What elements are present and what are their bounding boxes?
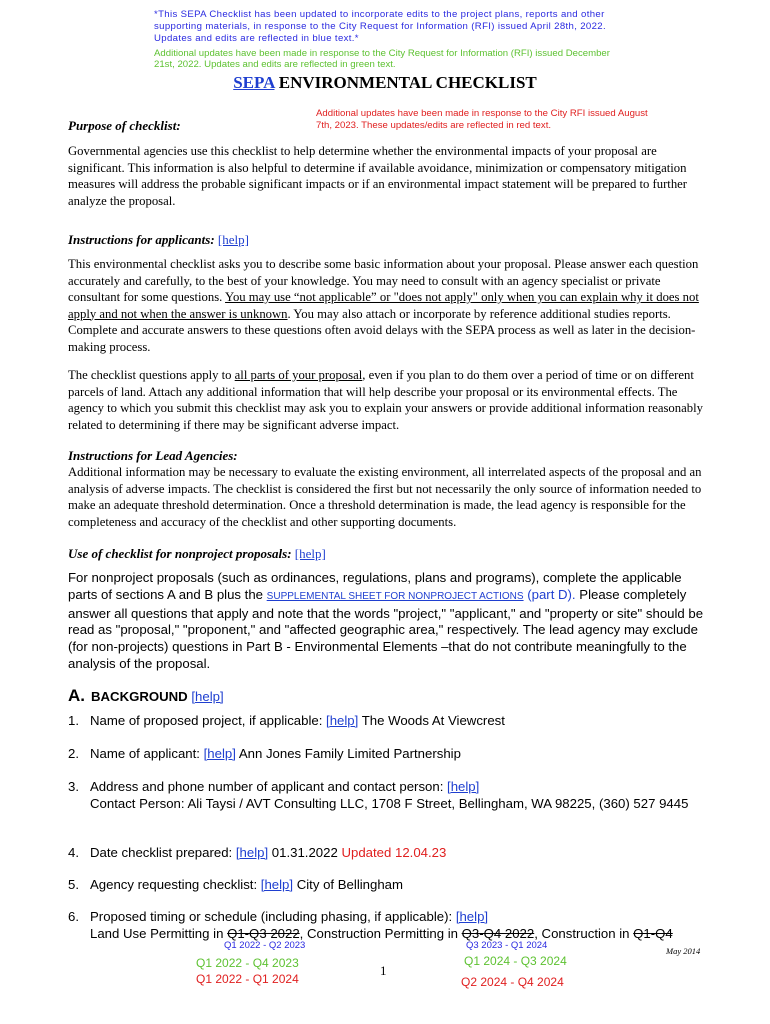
sepa-link[interactable]: SEPA — [233, 73, 275, 92]
section-a-title: BACKGROUND — [91, 689, 188, 704]
section-a-help-link[interactable]: [help] — [191, 689, 224, 704]
applicants-p1-text-end: . You may also attach or incorporate by reference additional studies reports. Complete and accurate answers to these questions often avoid delays with the SEPA process as well as later in the decision-making process. — [68, 306, 696, 354]
item-4-number: 4. — [68, 845, 79, 860]
item-6-text-c: , Construction in — [534, 925, 634, 941]
item-1-answer: The Woods At Viewcrest — [358, 713, 505, 728]
item-3 — [68, 779, 708, 813]
item-5-help-link[interactable]: [help] — [260, 877, 294, 892]
item-1-label: Name of proposed project, if applicable: — [90, 713, 327, 728]
item-6-text-b: , Construction Permitting in — [299, 925, 462, 941]
applicants-heading: Instructions for applicants — [68, 232, 211, 247]
green-update-notice: Additional updates have been made in response to the City Request for Information (RFI) issued December 21st, 2022. Updates and edits are reflected in green text. — [154, 48, 610, 70]
title-rest: ENVIRONMENTAL CHECKLIST — [274, 73, 537, 92]
lead-body: Additional information may be necessary to evaluate the existing environment, all interrelated aspects of the proposal and an analysis of adverse impacts. The checklist is considered the first but not necessarily the only source of information needed to make an adequate threshold determination. Once a threshold determination is made, the lead agency is responsible for the completeness and accuracy of the checklist and other supporting documents. — [68, 465, 702, 529]
part-d-text: (part D). — [523, 586, 576, 602]
section-a-heading — [68, 686, 224, 706]
item-2-label: Name of applicant: — [90, 746, 204, 761]
item-5-label: Agency requesting checklist: — [90, 877, 261, 892]
item-5-answer: City of Bellingham — [293, 877, 404, 892]
nonproject-heading-row — [68, 546, 326, 562]
item-3-label: Address and phone number of applicant and contact person: — [90, 779, 448, 794]
purpose-heading: Purpose of checklist: — [68, 118, 181, 133]
nonproject-text-end: Please completely answer all questions that apply and note that the words "project," "applicant," and "property or site" should be read as "proposal," "proponent," and "affected geographic area," respectively. The lead agency may exclude (for non-projects) questions in Part B - Environmental Elements –that do not contribute meaningfully to the analysis of the proposal. — [68, 586, 704, 671]
applicants-paragraph-2 — [68, 367, 708, 433]
applicants-p1-underlined: You may use “not applicable” or "does not apply" only when you can explain why it does not apply and not when the answer is unknown — [68, 290, 699, 321]
applicants-heading-row: Instructions for applicants: [help] — [68, 232, 249, 247]
item-2 — [68, 746, 708, 763]
item-6-help-link[interactable]: [help] — [455, 909, 489, 924]
schedule-blue-1: Q1 2022 - Q2 2023 — [224, 940, 306, 951]
schedule-blue-2: Q3 2023 - Q1 2024 — [466, 940, 548, 951]
footer-date: May 2014 — [666, 946, 701, 956]
schedule-green-2: Q1 2024 - Q3 2024 — [464, 954, 567, 968]
schedule-red-2: Q2 2024 - Q4 2024 — [461, 975, 564, 989]
schedule-red-1: Q1 2022 - Q1 2024 — [196, 972, 299, 986]
item-5 — [68, 877, 708, 894]
item-1-number: 1. — [68, 713, 79, 728]
page-title — [0, 73, 770, 93]
item-6-schedule-line — [68, 926, 708, 943]
item-6 — [68, 909, 708, 943]
item-4-label: Date checklist prepared: — [90, 845, 236, 860]
applicants-help-link[interactable]: [help] — [217, 232, 249, 247]
item-6-label: Proposed timing or schedule (including phasing, if applicable): — [90, 909, 456, 924]
nonproject-heading: Use of checklist for nonproject proposals: — [68, 546, 292, 561]
item-6-strike-1: Q1-Q3 2022 — [227, 925, 300, 941]
blue-update-notice: *This SEPA Checklist has been updated to incorporate edits to the project plans, reports and other supporting materials, in response to the City Request for Information (RFI) issued April 28th, 2022. Updates and edits are reflected in blue text.* — [154, 9, 606, 44]
item-4-answer: 01.31.2022 — [268, 845, 342, 860]
nonproject-text: For nonproject proposals (such as ordinances, regulations, plans and programs), complete the applicable parts of sections A and B plus the — [68, 570, 682, 602]
red-update-notice: Additional updates have been made in response to the City RFI issued August 7th, 2023. These updates/edits are reflected in red text. — [316, 108, 648, 131]
item-1 — [68, 713, 708, 730]
item-2-help-link[interactable]: [help] — [203, 746, 236, 761]
item-6-text-a: Land Use Permitting in — [90, 925, 228, 941]
schedule-green-1: Q1 2022 - Q4 2023 — [196, 956, 299, 970]
item-3-help-link[interactable]: [help] — [447, 779, 480, 794]
applicants-p2-text-end: , even if you plan to do them over a period of time or on different parcels of land. Attach any additional information that will help describe your proposal or its environmental effects. The agency to which you submit this checklist may ask you to explain your answers or provide additional information reasonably related to determining if there may be significant adverse impact. — [68, 368, 703, 432]
applicants-p2-underlined: all parts of your proposal — [234, 368, 363, 382]
applicants-p1-text: This environmental checklist asks you to describe some basic information about your proposal. Please answer each question accurately and carefully, to the best of your knowledge. You may need to consult with an agency specialist or private consultant for some questions. — [68, 257, 699, 304]
item-4-help-link[interactable]: [help] — [235, 845, 269, 860]
item-2-number: 2. — [68, 746, 79, 761]
item-3-number: 3. — [68, 779, 79, 794]
item-6-strike-3: Q1-Q4 — [633, 925, 673, 941]
purpose-body: Governmental agencies use this checklist to help determine whether the environmental impacts of your proposal are significant. This information is also helpful to determine if available avoidance, minimization or compensatory mitigation measures will address the probable significant impacts or if an environmental impact statement will be prepared to further analyze the proposal. — [68, 144, 688, 208]
item-6-number: 6. — [68, 909, 79, 924]
nonproject-help-link[interactable]: [help] — [294, 546, 326, 561]
item-3-answer: Contact Person: Ali Taysi / AVT Consulting LLC, 1708 F Street, Bellingham, WA 98225, (360) 527 9445 — [90, 795, 689, 811]
item-4 — [68, 845, 708, 862]
page-number: 1 — [380, 963, 387, 978]
applicants-paragraph-1 — [68, 256, 708, 355]
item-6-strike-2: Q3-Q4 2022 — [461, 925, 535, 941]
item-1-help-link[interactable]: [help] — [326, 713, 359, 728]
applicants-p2-text: The checklist questions apply to — [68, 368, 235, 382]
nonproject-body — [68, 570, 708, 673]
section-a-letter: A. — [68, 686, 85, 705]
item-5-number: 5. — [68, 877, 79, 892]
item-4-updated: Updated 12.04.23 — [341, 845, 447, 860]
item-2-answer: Ann Jones Family Limited Partnership — [235, 746, 461, 761]
supplemental-sheet-link[interactable]: SUPPLEMENTAL SHEET FOR NONPROJECT ACTIONS — [266, 590, 524, 602]
lead-heading: Instructions for Lead Agencies: — [68, 448, 238, 463]
